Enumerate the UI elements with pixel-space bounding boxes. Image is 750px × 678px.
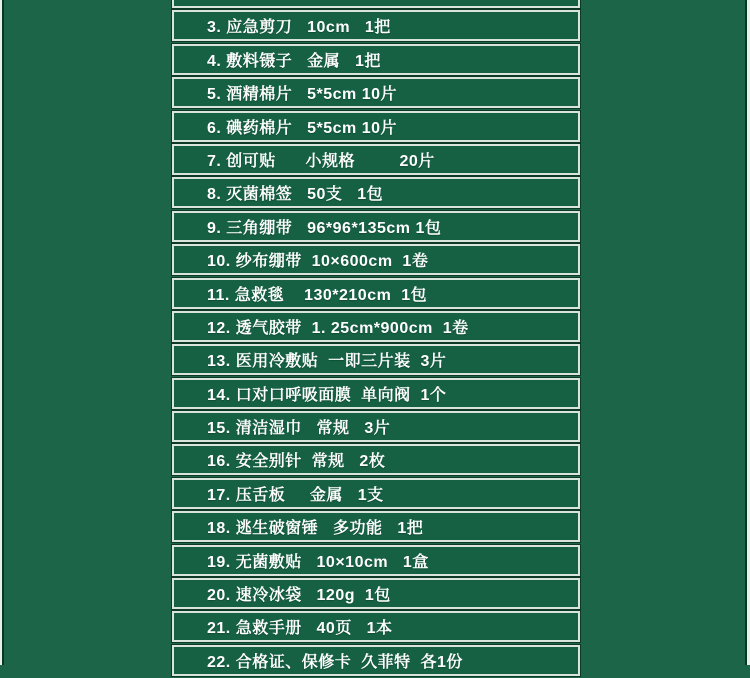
list-item-text: 16. 安全别针 常规 2枚: [207, 453, 386, 471]
list-item: [172, 278, 580, 309]
list-item-text: 7. 创可贴 小规格 20片: [207, 152, 435, 170]
list-item-text: 18. 逃生破窗锤 多功能 1把: [207, 520, 424, 538]
list-item: [172, 378, 580, 409]
list-item: [172, 211, 580, 242]
list-item-text: 15. 清洁湿巾 常规 3片: [207, 420, 391, 438]
list-item-text: 4. 敷料镊子 金属 1把: [207, 52, 381, 70]
list-item-text: 6. 碘药棉片 5*5cm 10片: [207, 119, 398, 137]
spec-list: [172, 0, 580, 678]
list-item: [172, 344, 580, 375]
list-item: [172, 44, 580, 75]
list-item-cut-top: [172, 0, 580, 8]
list-item: [172, 177, 580, 208]
list-item: [172, 244, 580, 275]
list-item-text: 21. 急救手册 40页 1本: [207, 620, 393, 638]
list-item-text: 19. 无菌敷贴 10×10cm 1盒: [207, 553, 429, 571]
list-item-text: 10. 纱布绷带 10×600cm 1卷: [207, 253, 429, 271]
list-item-text: 17. 压舌板 金属 1支: [207, 486, 384, 504]
list-item: [172, 478, 580, 509]
list-item-text: 14. 口对口呼吸面膜 单向阀 1个: [207, 386, 447, 404]
list-item: [172, 444, 580, 475]
left-box-edge-dark: [2, 0, 4, 665]
list-item: [172, 645, 580, 676]
list-item: [172, 411, 580, 442]
list-item: [172, 545, 580, 576]
list-item-text: 8. 灭菌棉签 50支 1包: [207, 186, 384, 204]
list-item-text: 9. 三角绷带 96*96*135cm 1包: [207, 219, 442, 237]
list-item: [172, 77, 580, 108]
list-item-text: 22. 合格证、保修卡 久菲特 各1份: [207, 653, 463, 671]
list-item-text: 20. 速冷冰袋 120g 1包: [207, 587, 391, 605]
list-item: [172, 10, 580, 41]
list-item-text: 13. 医用冷敷贴 一即三片装 3片: [207, 353, 447, 371]
list-item: [172, 144, 580, 175]
list-item-text: 12. 透气胶带 1. 25cm*900cm 1卷: [207, 319, 469, 337]
list-item: [172, 111, 580, 142]
list-item-text: 3. 应急剪刀 10cm 1把: [207, 19, 391, 37]
list-item: [172, 578, 580, 609]
list-item-text: 5. 酒精棉片 5*5cm 10片: [207, 86, 398, 104]
list-item: [172, 311, 580, 342]
list-item: [172, 511, 580, 542]
list-item: [172, 611, 580, 642]
list-item-text: 11. 急救毯 130*210cm 1包: [207, 286, 428, 304]
